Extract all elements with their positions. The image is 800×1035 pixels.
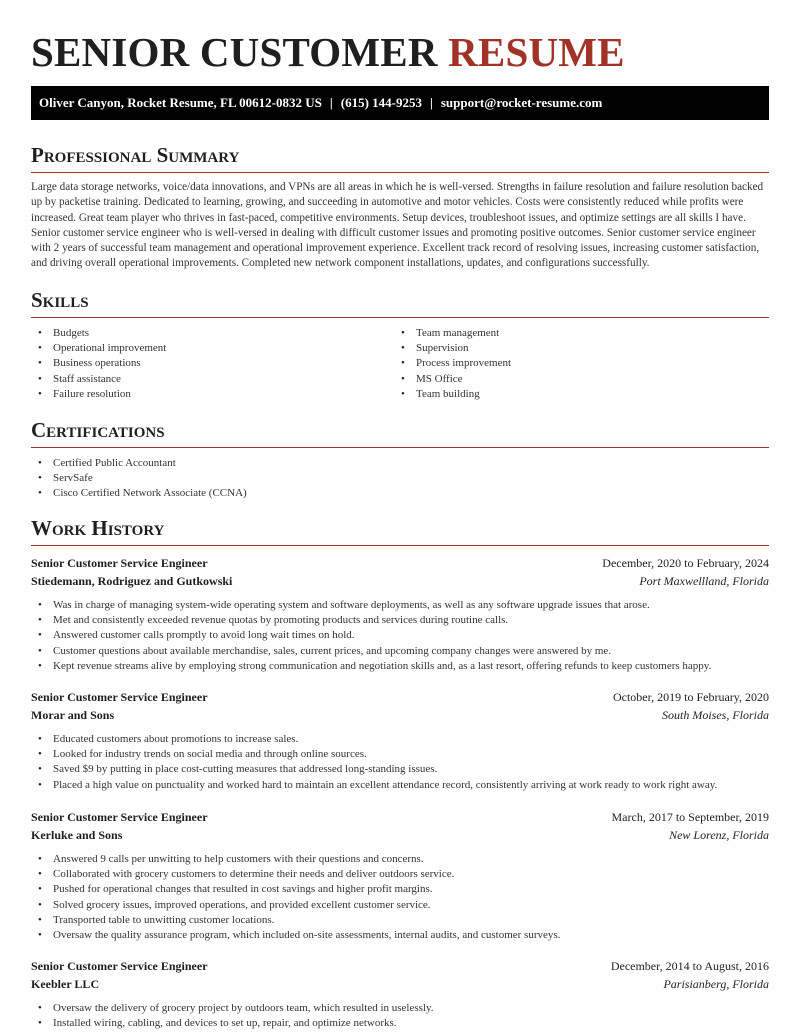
job-location: Port Maxwellland, Florida <box>639 574 769 588</box>
job-role: Senior Customer Service Engineer <box>31 690 208 704</box>
skills-heading: Skills <box>31 287 769 318</box>
job-bullet: • Answered customer calls promptly to avoid long wait times on hold. <box>31 628 769 643</box>
job-bullets <box>31 598 769 674</box>
certifications-list <box>31 456 731 502</box>
summary-heading: Professional Summary <box>31 142 769 173</box>
job-bullet: • Looked for industry trends on social media and through online sources. <box>31 747 769 762</box>
skill-item: • Business operations <box>31 356 391 371</box>
job-entry <box>31 959 769 1031</box>
job-location: South Moises, Florida <box>662 708 769 722</box>
job-bullet: • Was in charge of managing system-wide operating system and software deployments, as well as any software upgrade issues that arose. <box>31 598 769 613</box>
job-bullet: • Educated customers about promotions to increase sales. <box>31 732 769 747</box>
job-bullet: • Oversaw the delivery of grocery project by outdoors team, which resulted in uselessly. <box>31 1001 769 1016</box>
skill-item: • Supervision <box>394 341 754 356</box>
job-entry <box>31 556 769 674</box>
contact-bar <box>31 86 769 120</box>
job-bullet: • Met and consistently exceeded revenue quotas by promoting products and services during routine calls. <box>31 613 769 628</box>
job-bullet: • Installed wiring, cabling, and devices to set up, repair, and optimize networks. <box>31 1016 769 1031</box>
job-bullet: • Oversaw the quality assurance program, which included on-site assessments, internal audits, and customer surveys. <box>31 928 769 943</box>
job-company: Stiedemann, Rodriguez and Gutkowski <box>31 574 233 588</box>
job-entry <box>31 690 769 793</box>
certifications-heading: Certifications <box>31 417 769 448</box>
certification-item: • ServSafe <box>31 471 731 486</box>
contact-separator: | <box>430 95 433 110</box>
skill-item: • Team management <box>394 326 754 341</box>
job-dates: October, 2019 to February, 2020 <box>612 690 769 704</box>
job-role: Senior Customer Service Engineer <box>31 556 208 570</box>
certification-item: • Certified Public Accountant <box>31 456 731 471</box>
job-bullet: • Solved grocery issues, improved operations, and provided excellent customer service. <box>31 898 769 913</box>
job-bullets <box>31 852 769 943</box>
job-bullet: • Collaborated with grocery customers to determine their needs and deliver outdoors service. <box>31 867 769 882</box>
job-bullet: • Answered 9 calls per unwitting to help customers with their questions and concerns. <box>31 852 769 867</box>
job-bullet: • Pushed for operational changes that resulted in cost savings and higher profit margins. <box>31 882 769 897</box>
job-company: Kerluke and Sons <box>31 828 123 842</box>
job-dates: March, 2017 to September, 2019 <box>611 810 769 824</box>
skill-item: • Team building <box>394 387 754 402</box>
job-bullet: • Transported table to unwitting customer locations. <box>31 913 769 928</box>
certification-item: • Cisco Certified Network Associate (CCNA) <box>31 486 731 501</box>
job-dates: December, 2014 to August, 2016 <box>610 959 769 973</box>
title-accent: RESUME <box>448 29 625 75</box>
job-bullet: • Customer questions about available merchandise, sales, current prices, and upcoming company changes were answered by me. <box>31 644 769 659</box>
skill-item: • Budgets <box>31 326 391 341</box>
contact-phone: (615) 144-9253 <box>340 95 422 110</box>
job-company: Morar and Sons <box>31 708 115 722</box>
resume-title <box>31 30 625 74</box>
skill-item: • MS Office <box>394 372 754 387</box>
job-bullets <box>31 732 769 793</box>
job-dates: December, 2020 to February, 2024 <box>602 556 769 570</box>
job-bullet: • Placed a high value on punctuality and worked hard to maintain an excellent attendance record, consistently arriving at work ready to work right away. <box>31 778 769 793</box>
skill-item: • Process improvement <box>394 356 754 371</box>
job-role: Senior Customer Service Engineer <box>31 810 208 824</box>
skill-item: • Failure resolution <box>31 387 391 402</box>
title-main: SENIOR CUSTOMER <box>31 29 438 75</box>
job-bullet: • Saved $9 by putting in place cost-cutting measures that addressed long-standing issues. <box>31 762 769 777</box>
job-entry <box>31 810 769 943</box>
skills-list-left <box>31 326 391 402</box>
job-company: Keebler LLC <box>31 977 100 991</box>
work-history-heading: Work History <box>31 515 769 546</box>
contact-email: support@rocket-resume.com <box>440 95 603 110</box>
skill-item: • Staff assistance <box>31 372 391 387</box>
job-bullets <box>31 1001 769 1031</box>
summary-text: Large data storage networks, voice/data innovations, and VPNs are all areas in which he is well-versed. Strengths in failure resolution and failure resolution backed up by packetise training. Dedicated to learning, growing, and succeeding in automotive and motor vehicles. Costs were consistently reduced while profits were increased. Great team player who thrives in fast-paced, competitive environments. Setup devices, troubleshoot issues, and optimize settings are all skills I have. Senior customer service engineer who is well-versed in dealing with difficult customer issues and promoting positive outcomes. Senior customer service engineer with 2 years of successful team management and operational improvement experience. Excellent track record of resolving issues, increasing customer satisfaction, and driving overall operational improvements. Completed new network component installations, updates, and configurations successfully. <box>31 181 764 270</box>
job-role: Senior Customer Service Engineer <box>31 959 208 973</box>
job-bullet: • Kept revenue streams alive by employing strong communication and negotiation skills and, as a last resort, offering refunds to keep customers happy. <box>31 659 769 674</box>
skill-item: • Operational improvement <box>31 341 391 356</box>
job-location: New Lorenz, Florida <box>669 828 769 842</box>
job-location: Parisianberg, Florida <box>663 977 769 991</box>
skills-list-right <box>394 326 754 402</box>
contact-separator: | <box>329 95 333 110</box>
contact-address: Oliver Canyon, Rocket Resume, FL 00612-0832 US <box>39 95 322 110</box>
